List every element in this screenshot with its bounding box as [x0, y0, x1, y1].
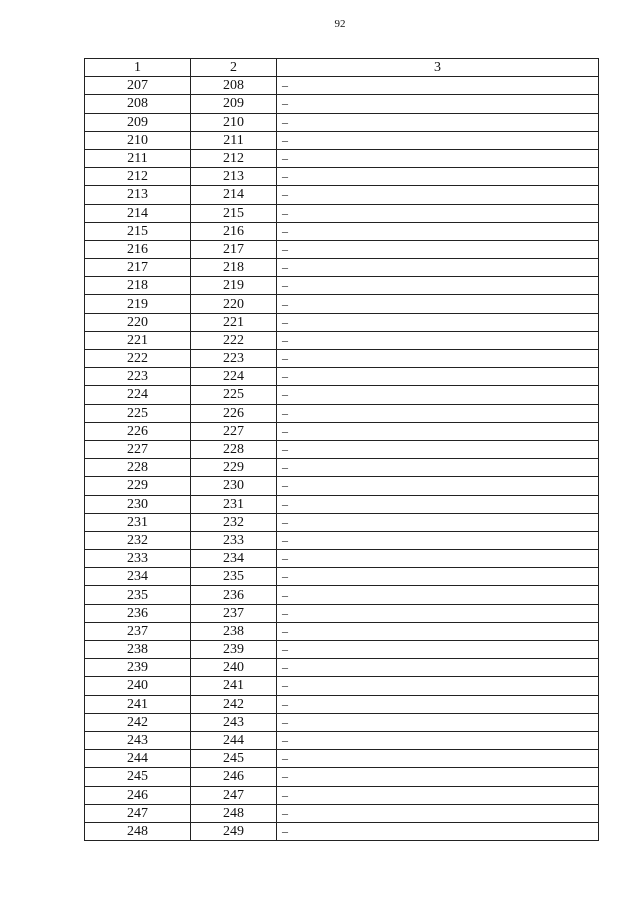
cell-col2: 210 [191, 113, 277, 131]
cell-col3: – [277, 604, 599, 622]
cell-col2: 218 [191, 259, 277, 277]
cell-col2: 247 [191, 786, 277, 804]
cell-col3: – [277, 186, 599, 204]
table-row [85, 459, 599, 477]
cell-col2: 243 [191, 713, 277, 731]
cell-col3: – [277, 440, 599, 458]
cell-col3: – [277, 168, 599, 186]
table-row [85, 404, 599, 422]
table-row [85, 768, 599, 786]
cell-col1: 208 [85, 95, 191, 113]
cell-col1: 213 [85, 186, 191, 204]
cell-col2: 242 [191, 695, 277, 713]
cell-col1: 207 [85, 77, 191, 95]
cell-col1: 238 [85, 641, 191, 659]
table-row [85, 131, 599, 149]
table-row [85, 331, 599, 349]
cell-col3: – [277, 259, 599, 277]
cell-col3: – [277, 622, 599, 640]
cell-col2: 221 [191, 313, 277, 331]
table-row [85, 604, 599, 622]
table-row [85, 277, 599, 295]
cell-col1: 239 [85, 659, 191, 677]
table-row [85, 95, 599, 113]
table-row [85, 550, 599, 568]
cell-col1: 225 [85, 404, 191, 422]
table-row [85, 313, 599, 331]
cell-col1: 223 [85, 368, 191, 386]
cell-col1: 245 [85, 768, 191, 786]
cell-col1: 242 [85, 713, 191, 731]
cell-col1: 224 [85, 386, 191, 404]
cell-col1: 215 [85, 222, 191, 240]
cell-col2: 244 [191, 731, 277, 749]
cell-col2: 216 [191, 222, 277, 240]
table-row [85, 186, 599, 204]
cell-col3: – [277, 113, 599, 131]
cell-col2: 248 [191, 804, 277, 822]
table-row [85, 440, 599, 458]
cell-col2: 246 [191, 768, 277, 786]
cell-col2: 224 [191, 368, 277, 386]
cell-col1: 231 [85, 513, 191, 531]
cell-col3: – [277, 568, 599, 586]
cell-col2: 239 [191, 641, 277, 659]
table-row [85, 222, 599, 240]
cell-col1: 211 [85, 149, 191, 167]
table-row [85, 822, 599, 840]
table-row [85, 386, 599, 404]
cell-col3: – [277, 404, 599, 422]
cell-col2: 230 [191, 477, 277, 495]
cell-col2: 226 [191, 404, 277, 422]
cell-col3: – [277, 513, 599, 531]
table-row [85, 568, 599, 586]
cell-col3: – [277, 531, 599, 549]
table-row [85, 295, 599, 313]
table-row [85, 659, 599, 677]
cell-col1: 229 [85, 477, 191, 495]
cell-col1: 216 [85, 240, 191, 258]
cell-col1: 218 [85, 277, 191, 295]
cell-col2: 237 [191, 604, 277, 622]
table-row [85, 77, 599, 95]
table-row [85, 713, 599, 731]
cell-col3: – [277, 677, 599, 695]
cell-col2: 213 [191, 168, 277, 186]
table-row [85, 422, 599, 440]
table-row [85, 531, 599, 549]
cell-col2: 240 [191, 659, 277, 677]
cell-col1: 227 [85, 440, 191, 458]
cell-col2: 234 [191, 550, 277, 568]
cell-col1: 237 [85, 622, 191, 640]
cell-col2: 232 [191, 513, 277, 531]
column-header-2: 2 [191, 59, 277, 77]
cell-col2: 236 [191, 586, 277, 604]
cell-col3: – [277, 149, 599, 167]
cell-col1: 248 [85, 822, 191, 840]
cell-col1: 240 [85, 677, 191, 695]
table-row [85, 495, 599, 513]
cell-col1: 228 [85, 459, 191, 477]
cell-col3: – [277, 222, 599, 240]
cell-col2: 225 [191, 386, 277, 404]
cell-col2: 241 [191, 677, 277, 695]
cell-col2: 229 [191, 459, 277, 477]
cell-col1: 243 [85, 731, 191, 749]
cell-col3: – [277, 277, 599, 295]
cell-col2: 238 [191, 622, 277, 640]
cell-col3: – [277, 313, 599, 331]
cell-col2: 214 [191, 186, 277, 204]
page-number: 92 [334, 18, 346, 30]
cell-col3: – [277, 350, 599, 368]
cell-col2: 219 [191, 277, 277, 295]
cell-col3: – [277, 77, 599, 95]
cell-col3: – [277, 695, 599, 713]
cell-col3: – [277, 822, 599, 840]
cell-col3: – [277, 459, 599, 477]
table-row [85, 641, 599, 659]
table-row [85, 750, 599, 768]
cell-col3: – [277, 586, 599, 604]
header-row [85, 59, 599, 77]
cell-col3: – [277, 786, 599, 804]
table-row [85, 513, 599, 531]
cell-col3: – [277, 422, 599, 440]
cell-col3: – [277, 713, 599, 731]
table-row [85, 240, 599, 258]
table-row [85, 695, 599, 713]
cell-col1: 241 [85, 695, 191, 713]
table-row [85, 477, 599, 495]
cell-col1: 232 [85, 531, 191, 549]
cell-col3: – [277, 641, 599, 659]
cell-col2: 215 [191, 204, 277, 222]
cell-col1: 247 [85, 804, 191, 822]
cell-col1: 230 [85, 495, 191, 513]
table-row [85, 149, 599, 167]
cell-col3: – [277, 331, 599, 349]
cell-col2: 209 [191, 95, 277, 113]
cell-col3: – [277, 659, 599, 677]
table-row [85, 168, 599, 186]
cell-col3: – [277, 804, 599, 822]
cell-col3: – [277, 295, 599, 313]
cell-col3: – [277, 477, 599, 495]
cell-col3: – [277, 95, 599, 113]
table-row [85, 204, 599, 222]
cell-col3: – [277, 768, 599, 786]
cell-col2: 235 [191, 568, 277, 586]
table-header [85, 59, 599, 77]
cell-col1: 212 [85, 168, 191, 186]
cell-col1: 226 [85, 422, 191, 440]
cell-col1: 217 [85, 259, 191, 277]
cell-col1: 219 [85, 295, 191, 313]
cell-col2: 217 [191, 240, 277, 258]
cell-col1: 220 [85, 313, 191, 331]
cell-col3: – [277, 731, 599, 749]
cell-col3: – [277, 550, 599, 568]
cell-col3: – [277, 495, 599, 513]
cell-col1: 236 [85, 604, 191, 622]
cell-col1: 214 [85, 204, 191, 222]
cell-col1: 234 [85, 568, 191, 586]
cell-col3: – [277, 131, 599, 149]
data-table [84, 58, 599, 841]
cell-col1: 244 [85, 750, 191, 768]
cell-col3: – [277, 386, 599, 404]
cell-col2: 245 [191, 750, 277, 768]
cell-col2: 211 [191, 131, 277, 149]
cell-col2: 220 [191, 295, 277, 313]
cell-col2: 231 [191, 495, 277, 513]
cell-col2: 233 [191, 531, 277, 549]
column-header-3: 3 [277, 59, 599, 77]
table-row [85, 259, 599, 277]
table-body [85, 77, 599, 841]
table-row [85, 113, 599, 131]
cell-col2: 249 [191, 822, 277, 840]
cell-col2: 208 [191, 77, 277, 95]
cell-col2: 212 [191, 149, 277, 167]
cell-col2: 228 [191, 440, 277, 458]
table-row [85, 368, 599, 386]
table-row [85, 731, 599, 749]
cell-col3: – [277, 240, 599, 258]
cell-col3: – [277, 750, 599, 768]
table-row [85, 804, 599, 822]
table-row [85, 586, 599, 604]
cell-col2: 222 [191, 331, 277, 349]
cell-col1: 209 [85, 113, 191, 131]
cell-col3: – [277, 368, 599, 386]
table-row [85, 677, 599, 695]
cell-col2: 227 [191, 422, 277, 440]
table-row [85, 786, 599, 804]
table-row [85, 622, 599, 640]
cell-col1: 235 [85, 586, 191, 604]
cell-col1: 246 [85, 786, 191, 804]
cell-col1: 221 [85, 331, 191, 349]
cell-col1: 222 [85, 350, 191, 368]
cell-col2: 223 [191, 350, 277, 368]
table-row [85, 350, 599, 368]
cell-col1: 210 [85, 131, 191, 149]
column-header-1: 1 [85, 59, 191, 77]
cell-col1: 233 [85, 550, 191, 568]
cell-col3: – [277, 204, 599, 222]
